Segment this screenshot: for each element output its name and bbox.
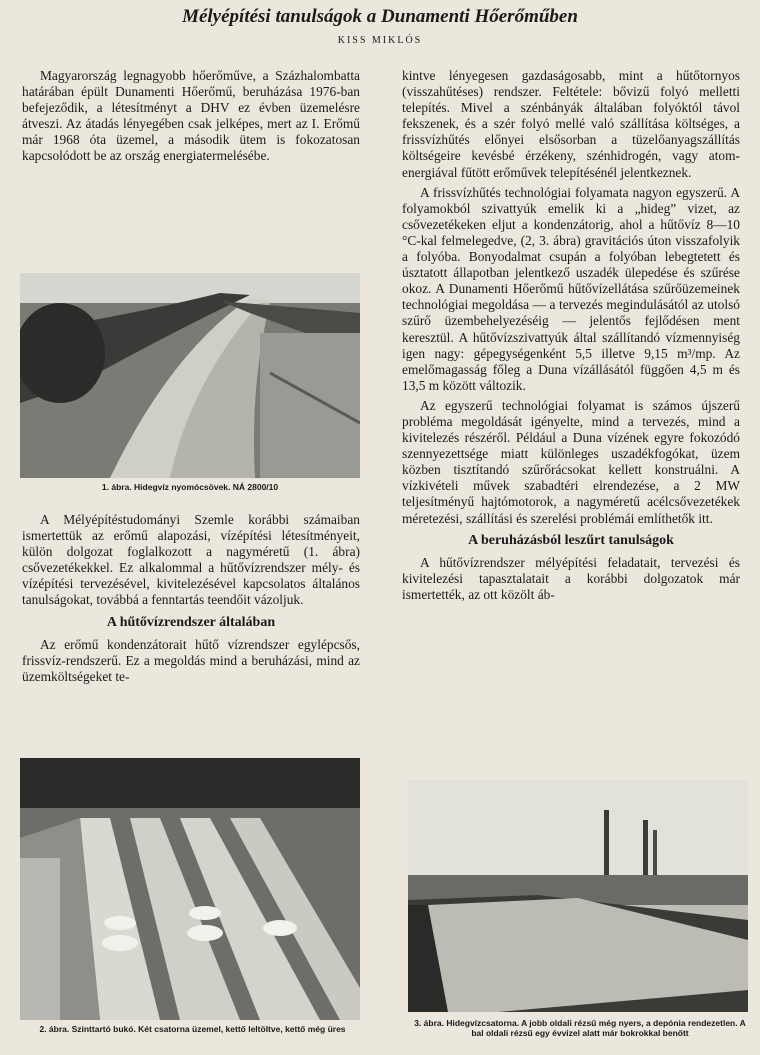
subheading-cooling-system: A hűtővízrendszer általában [106,614,276,630]
left-paragraph-2: A Mélyépítéstudományi Szemle korábbi számaiban ismertettük az erőmű alapozási, vízépítési létesítményeit, külön dolgozat foglalkozott a nagyméretű (1. ábra) csővezetékekkel. Ez alkalommal a hűtővízrendszer mély- és vízépítési tervezésével, kivitelezésével kapcsolatos általános tanulságokat, továbbá a fenntartás teendőit vázoljuk. [22,512,360,608]
left-column-top [22,68,360,169]
intro-paragraph: Magyarország legnagyobb hőerőműve, a Százhalombatta határában épült Dunamenti Hőerőmű, beruházása 1976-ban befejeződik, a létesítményt a DHV ez évben üzemelésre átveszi. Az átadás lényegében csak jelképes, mert az I. Erőmű már 1968 óta üzemel, a második ütem is fokozatosan kapcsolódott be az ország energiatermelésébe. [22,68,360,164]
figure-3-caption: 3. ábra. Hidegvízcsatorna. A jobb oldali rézsű még nyers, a depónia rendezetlen. A bal oldali rézsű egy évvizel alatt már bokrokkal benőtt [414,1018,746,1038]
figure-1-photo [20,273,360,478]
left-column-middle [22,512,360,689]
figure-3-photo [408,780,748,1012]
author: KISS MIKLÓS [337,35,423,46]
figure-2-caption: 2. ábra. Szinttartó bukó. Két csatorna üzemel, kettő leltöltve, kettő még üres [39,1024,346,1034]
figure-1-caption: 1. ábra. Hidegvíz nyomócsövek. NÁ 2800/10 [101,482,279,492]
right-paragraph-4: A hűtővízrendszer mélyépítési feladatait, tervezési és kivitelezési tapasztalatait a korábbi dolgozatok már ismertették, az ott közölt áb- [402,554,740,602]
article-title: Mélyépítési tanulságok a Dunamenti Hőerőműben [182,6,578,27]
right-paragraph-2: A frissvízhűtés technológiai folyamata nagyon egyszerű. A folyamokból szivattyúk emelik ki a „hideg” vizet, az csővezetékeken eljut a kondenzátorig, ahol a hűtővíz 8—10 °C-kal felmelegedve, (2, 3. ábra) gravitációs úton visszafolyik a folyóba. Bonyodalmat csupán a folyóban lebegtetett és úsztatott állapotban jelentkező uszadék ülepedése és szűrése okoz. A Dunamenti Hőerőmű hűtővízellátása szűrőüzemeinek technológiai megoldása — a tervezés megindulásától az utolsó szűrő üzembehelyezéséig — jelentős fejlődésen ment keresztül. A hűtővízszivattyúk által szállítandó vízmennyiség igen nagy: gépegységenként 5,5 illetve 9,15 m³/mp. Az emelőmagasság főleg a Duna vízállásától függően 4,5 m és 13,5 m között változik. [402,184,740,393]
subheading-lessons: A beruházásból leszűrt tanulságok [468,532,674,548]
left-paragraph-3: Az erőmű kondenzátorait hűtő vízrendszer egylépcsős, frissvíz-rendszerű. Ez a megoldás mind a beruházási, mind az üzemköltségeket te- [22,636,360,684]
figure-2-photo [20,758,360,1020]
right-paragraph-1: kintve lényegesen gazdaságosabb, mint a hűtőtornyos (visszahűtéses) rendszer. Feltétele: bővizű folyó melletti telepítés. Mivel a szénbányák általában folyóktól távol fekszenek, és a szér folyó mellé való szállítása költséges, a frissvízhűtés előnyei elsősorban a tüzelőanyagszállítás költségeire kevésbé érzékeny, szénhidrogén, vagy atom-energiával fűtött erőművek telepítésénél jelentkeznek. [402,68,740,180]
right-column [402,68,740,607]
right-paragraph-3: Az egyszerű technológiai folyamat is számos újszerű probléma megoldását igényelte, mind a tervezés, mind a kivitelezés részéről. Például a Duna vízének egyre fokozódó szennyezettsége miatt különleges uszadékfogókat, üzem közben tisztítandó szűrőrácsokat kellett konstruálni. A vízkivételi művek szabadtéri elrendezése, a 2 MW teljesítményű hajtómotorok, a nagyméretű acélcsővezetékek méretezési, szállítási és szerelési problémái említhetők itt. [402,397,740,526]
